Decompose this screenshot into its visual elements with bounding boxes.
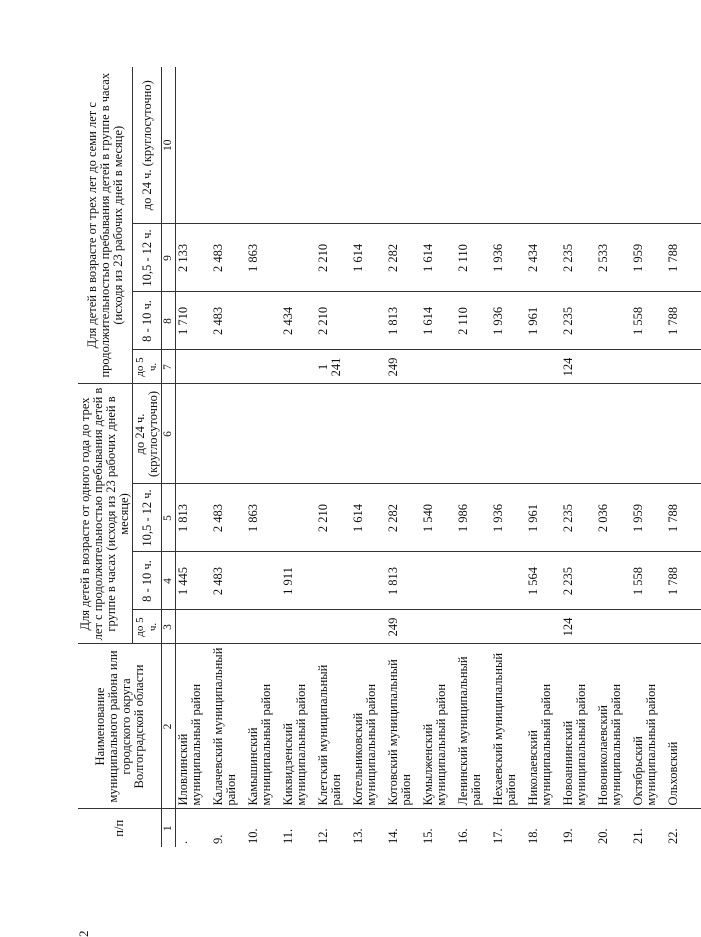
rate-cell: 1 614 [351, 484, 386, 552]
district-name: Калачевский муниципальный район [211, 644, 246, 809]
district-name: Камышинский муниципальный район [246, 644, 281, 809]
rate-cell [246, 384, 281, 484]
rate-cell [421, 384, 456, 484]
rate-cell [666, 350, 701, 384]
rate-cell [246, 610, 281, 644]
rate-cell [596, 610, 631, 644]
rate-cell: 1 813 [386, 552, 421, 610]
table-row [176, 67, 212, 847]
rate-cell [176, 384, 212, 484]
row-number: 9. [211, 834, 225, 844]
row-number: 17. [491, 828, 505, 844]
rate-cell [491, 552, 526, 610]
rate-cell [351, 292, 386, 350]
page-number: 2 [76, 930, 91, 937]
rate-cell: 1 959 [631, 484, 666, 552]
subheader: 8 - 10 ч. [133, 552, 162, 610]
rate-cell: 2 235 [561, 224, 596, 292]
rate-cell [316, 67, 351, 224]
column-number: 3 [162, 610, 176, 644]
rate-cell [176, 350, 212, 384]
rate-cell [316, 552, 351, 610]
table-row [456, 67, 491, 847]
district-name: Нехаевский муниципальный район [491, 644, 526, 809]
rate-cell [631, 67, 666, 224]
subheader: 10,5 - 12 ч. [133, 484, 162, 552]
rate-cell [281, 224, 316, 292]
row-number: 11. [281, 828, 295, 844]
rate-cell [351, 552, 386, 610]
rate-cell [316, 384, 351, 484]
subheader: 8 - 10 ч. [133, 292, 162, 350]
rate-cell [596, 552, 631, 610]
row-number: . [176, 840, 190, 844]
rate-cell [281, 484, 316, 552]
subheader: до 5 ч. [133, 350, 162, 384]
column-number: 6 [162, 384, 176, 484]
rate-cell: 1 813 [386, 292, 421, 350]
district-name: Котельниковский муниципальный район [351, 644, 386, 809]
rate-cell [281, 67, 316, 224]
row-number: 20. [596, 828, 610, 844]
rate-cell: 2 036 [596, 484, 631, 552]
row-number: 19. [561, 828, 575, 844]
rate-cell: 2 483 [211, 292, 246, 350]
rate-cell [596, 292, 631, 350]
rate-cell: 1 445 [176, 552, 212, 610]
district-name: Новониколаевский муниципальный район [596, 644, 631, 809]
rate-cell: 2 210 [316, 224, 351, 292]
rate-cell [526, 350, 561, 384]
rate-cell: 1 936 [491, 292, 526, 350]
rate-cell [456, 552, 491, 610]
rate-cell [631, 610, 666, 644]
rate-cell [456, 384, 491, 484]
row-number: 21. [631, 828, 645, 844]
column-number: 1 [162, 809, 176, 847]
rate-cell [176, 610, 212, 644]
row-number: 22. [666, 828, 680, 844]
rate-cell [631, 350, 666, 384]
rate-cell [281, 350, 316, 384]
table-row [526, 67, 561, 847]
rate-cell [631, 384, 666, 484]
rate-cell [561, 384, 596, 484]
rate-cell [351, 384, 386, 484]
row-number: 15. [421, 828, 435, 844]
row-number: 12. [316, 828, 330, 844]
rate-cell [491, 350, 526, 384]
table-row [631, 67, 666, 847]
rate-cell [456, 350, 491, 384]
rate-cell: 1 558 [631, 292, 666, 350]
district-name: Кумылженский муниципальный район [421, 644, 456, 809]
rate-cell [421, 552, 456, 610]
district-name: Иловлинский муниципальный район [176, 644, 212, 809]
rate-cell [491, 610, 526, 644]
rate-cell [526, 384, 561, 484]
column-number: 4 [162, 552, 176, 610]
rate-cell [351, 610, 386, 644]
header-num: п/п [78, 809, 162, 847]
rate-cell: 1 540 [421, 484, 456, 552]
rate-cell [211, 610, 246, 644]
table-row [491, 67, 526, 847]
rate-cell [211, 350, 246, 384]
district-name: Октябрьский муниципальный район [631, 644, 666, 809]
rate-cell [596, 384, 631, 484]
rate-cell: 1 788 [666, 224, 701, 292]
table-row [351, 67, 386, 847]
subheader: до 24 ч. (круглосуточно) [133, 67, 162, 224]
subheader: 10,5 - 12 ч. [133, 224, 162, 292]
column-number: 5 [162, 484, 176, 552]
rate-cell: 1 558 [631, 552, 666, 610]
district-name: Ленинский муниципальный район [456, 644, 491, 809]
rate-cell: 2 210 [316, 292, 351, 350]
rate-cell: 1 788 [666, 484, 701, 552]
column-number: 7 [162, 350, 176, 384]
rate-cell [281, 610, 316, 644]
district-name: Новоаннинский муниципальный район [561, 644, 596, 809]
row-number: 16. [456, 828, 470, 844]
header-group-3-7: Для детей в возрасте от трех лет до семи лет с продолжительностью пребывания детей в группе в часах (исходя из 23 рабочих дней в месяце) [78, 67, 133, 384]
rate-cell: 1 241 [316, 350, 351, 384]
table-row [421, 67, 456, 847]
rate-cell: 2 235 [561, 292, 596, 350]
rate-cell: 1 564 [526, 552, 561, 610]
header-group-1-3: Для детей в возрасте от одного года до трех лет с продолжительностью пребывания детей в группе в часах (исходя из 23 рабочих дней в месяце) [78, 384, 133, 644]
rate-cell: 1 986 [456, 484, 491, 552]
rate-cell [526, 610, 561, 644]
rate-cell [386, 384, 421, 484]
district-name: Киквидзенский муниципальный район [281, 644, 316, 809]
header-name: Наименование муниципального района или городского округа Волгоградской области [78, 644, 162, 809]
rate-cell [351, 67, 386, 224]
rate-cell: 2 110 [456, 292, 491, 350]
rate-cell: 2 235 [561, 484, 596, 552]
table-row [316, 67, 351, 847]
rate-cell [596, 350, 631, 384]
rate-cell: 1 911 [281, 552, 316, 610]
table-row [211, 67, 246, 847]
rate-cell [246, 292, 281, 350]
rate-cell: 2 235 [561, 552, 596, 610]
rate-cell [176, 67, 212, 224]
rate-cell [456, 67, 491, 224]
rate-cell: 1 614 [351, 224, 386, 292]
rate-cell [526, 67, 561, 224]
rate-cell: 2 434 [281, 292, 316, 350]
rate-cell: 1 788 [666, 552, 701, 610]
rate-cell [666, 610, 701, 644]
district-name: Ольховский [666, 644, 701, 809]
rate-cell: 2 110 [456, 224, 491, 292]
rate-cell: 1 788 [666, 292, 701, 350]
rate-cell [351, 350, 386, 384]
rate-cell [666, 384, 701, 484]
rate-cell [491, 384, 526, 484]
rate-cell [281, 384, 316, 484]
rate-cell [456, 610, 491, 644]
rate-cell: 1 863 [246, 224, 281, 292]
rate-cell: 1 961 [526, 292, 561, 350]
rate-cell: 2 483 [211, 484, 246, 552]
rate-cell: 2 533 [596, 224, 631, 292]
rate-cell [246, 350, 281, 384]
rate-cell [491, 67, 526, 224]
rate-cell: 2 133 [176, 224, 212, 292]
table-row [246, 67, 281, 847]
table-row [666, 67, 701, 847]
rate-cell: 124 [561, 610, 596, 644]
rate-cell: 1 710 [176, 292, 212, 350]
district-name: Клетский муниципальный район [316, 644, 351, 809]
district-name: Николаевский муниципальный район [526, 644, 561, 809]
rate-cell: 2 210 [316, 484, 351, 552]
rate-cell [421, 610, 456, 644]
rate-cell: 2 282 [386, 484, 421, 552]
rate-cell: 1 614 [421, 292, 456, 350]
row-number: 18. [526, 828, 540, 844]
tariff-table [78, 67, 701, 847]
subheader: до 5 ч. [133, 610, 162, 644]
column-number: 8 [162, 292, 176, 350]
rate-cell [211, 67, 246, 224]
column-number: 2 [162, 644, 176, 809]
rate-cell [421, 350, 456, 384]
row-number: 10. [246, 828, 260, 844]
rate-cell: 2 483 [211, 224, 246, 292]
table-row [561, 67, 596, 847]
column-number: 9 [162, 224, 176, 292]
table-row [386, 67, 421, 847]
rate-cell: 1 936 [491, 224, 526, 292]
rotated-page [76, 67, 680, 937]
rate-cell: 1 959 [631, 224, 666, 292]
rate-cell [211, 384, 246, 484]
district-name: Котовский муниципальный район [386, 644, 421, 809]
table-row [281, 67, 316, 847]
rate-cell: 1 863 [246, 484, 281, 552]
rate-cell: 1 614 [421, 224, 456, 292]
rate-cell: 249 [386, 610, 421, 644]
row-number: 14. [386, 828, 400, 844]
rate-cell: 124 [561, 350, 596, 384]
rate-cell [246, 552, 281, 610]
rate-cell [596, 67, 631, 224]
rate-cell [316, 610, 351, 644]
rate-cell [246, 67, 281, 224]
row-number: 13. [351, 828, 365, 844]
column-number: 10 [162, 67, 176, 224]
rate-cell: 2 434 [526, 224, 561, 292]
rate-cell [386, 67, 421, 224]
rate-cell: 1 813 [176, 484, 212, 552]
rate-cell: 2 483 [211, 552, 246, 610]
subheader: до 24 ч. (круглосуточно) [133, 384, 162, 484]
table-row [596, 67, 631, 847]
rate-cell: 249 [386, 350, 421, 384]
rate-cell: 1 961 [526, 484, 561, 552]
rate-cell [421, 67, 456, 224]
rate-cell: 2 282 [386, 224, 421, 292]
rate-cell: 1 936 [491, 484, 526, 552]
rate-cell [666, 67, 701, 224]
rate-cell [561, 67, 596, 224]
